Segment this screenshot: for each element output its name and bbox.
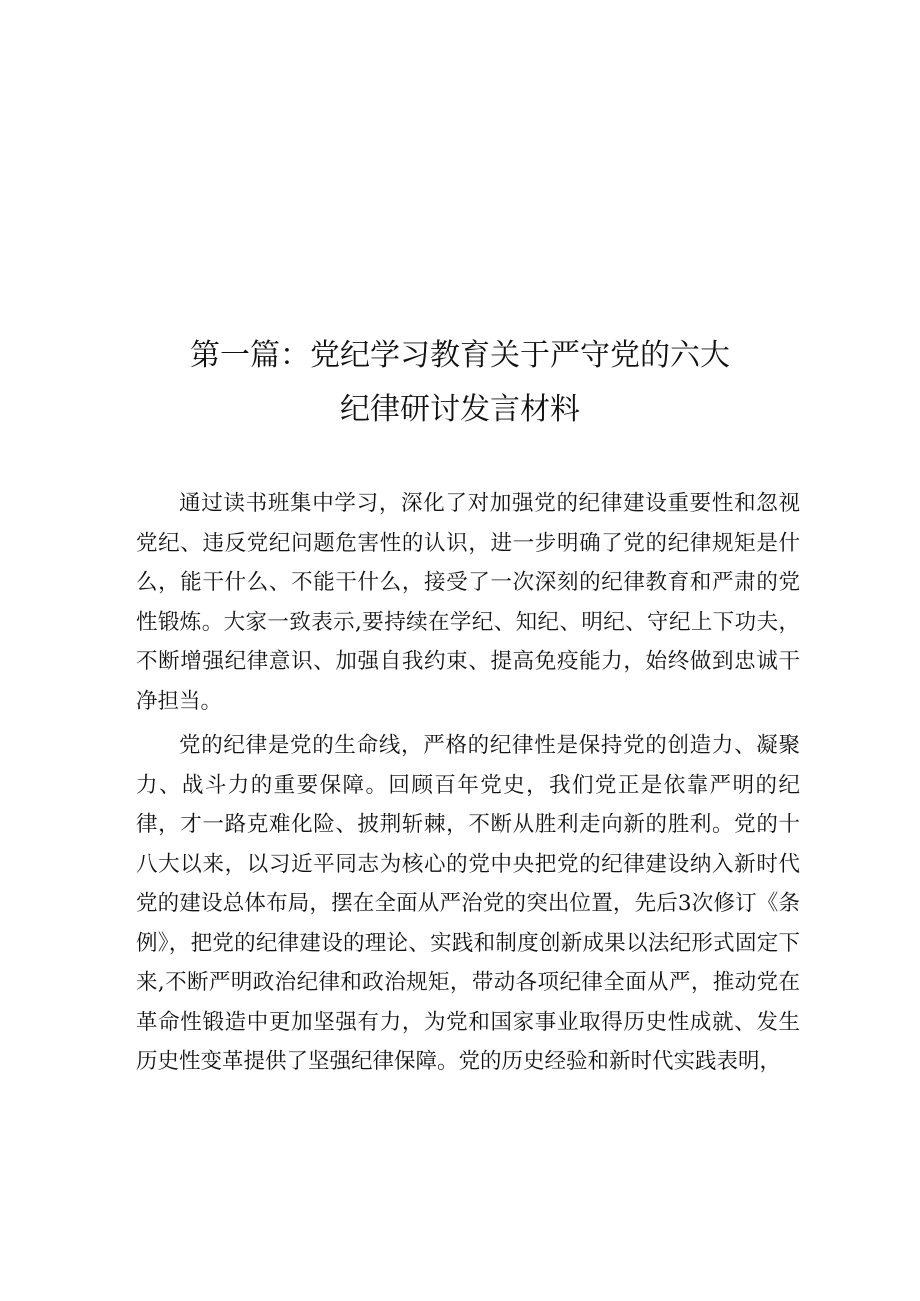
title-line-2: 纪律研讨发言材料 xyxy=(340,392,580,427)
document-title xyxy=(0,329,920,437)
paragraph-1: 通过读书班集中学习，深化了对加强党的纪律建设重要性和忽视党纪、违反党纪问题危害性的认识，进一步明确了党的纪律规矩是什么，能干什么、不能干什么，接受了一次深刻的纪律教育和严肃的党性锻炼。大家一致表示,要持续在学纪、知纪、明纪、守纪上下功夫，不断增强纪律意识、加强自我约束、提高免疫能力，始终做到忠诚干净担当。 xyxy=(136,491,800,714)
title-line-1: 第一篇：党纪学习教育关于严守党的六大 xyxy=(190,338,730,373)
document-body xyxy=(136,484,800,1087)
paragraph-2: 党的纪律是党的生命线，严格的纪律性是保持党的创造力、凝聚力、战斗力的重要保障。回顾百年党史，我们党正是依靠严明的纪律，才一路克难化险、披荆斩棘，不断从胜利走向新的胜利。党的十八大以来，以习近平同志为核心的党中央把党的纪律建设纳入新时代党的建设总体布局，摆在全面从严治党的突出位置，先后3次修订《条例》，把党的纪律建设的理论、实践和制度创新成果以法纪形式固定下来,不断严明政治纪律和政治规矩，带动各项纪律全面从严，推动党在革命性锻造中更加坚强有力，为党和国家事业取得历史性成就、发生历史性变革提供了坚强纪律保障。党的历史经验和新时代实践表明， xyxy=(136,733,800,1074)
